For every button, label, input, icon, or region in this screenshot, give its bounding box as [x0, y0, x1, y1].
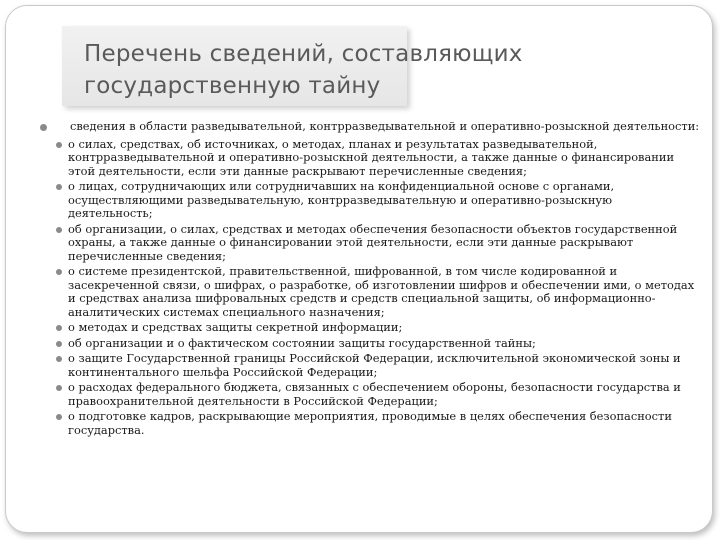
- slide-content: [40, 120, 700, 439]
- sub-bullet-item: о системе президентской, правительственной, шифрованной, в том числе кодированной и засекреченной связи, о шифрах, о разработке, об изготовлении шифров и обеспечении ими, о методах и средствах анализа шифровальных средств и средств специальной защиты, об информационно-аналитических системах специального назначения;: [54, 265, 700, 319]
- sub-bullet-list: [54, 138, 700, 438]
- sub-bullet-item: о методах и средствах защиты секретной информации;: [54, 321, 700, 335]
- main-bullet-item: [40, 120, 700, 437]
- sub-bullet-item: об организации, о силах, средствах и методах обеспечения безопасности объектов государственной охраны, а также данные о финансировании этой деятельности, если эти данные раскрывают перечисленные сведения;: [54, 223, 700, 264]
- sub-bullet-item: о силах, средствах, об источниках, о методах, планах и результатах разведывательной, контрразведывательной и оперативно-розыскной деятельности, а также данные о финансировании этой деятельности, если эти данные раскрывают перечисленные сведения;: [54, 138, 700, 179]
- sub-bullet-item: о защите Государственной границы Российской Федерации, исключительной экономической зоны и континентального шельфа Российской Федерации;: [54, 352, 700, 379]
- title-line-2: государственную тайну: [84, 73, 381, 99]
- slide-title: [84, 38, 523, 102]
- sub-bullet-item: об организации и о фактическом состоянии защиты государственной тайны;: [54, 337, 700, 351]
- slide: [5, 5, 713, 533]
- title-line-1: Перечень сведений, составляющих: [84, 41, 523, 67]
- sub-bullet-item: о расходах федерального бюджета, связанных с обеспечением обороны, безопасности государства и правоохранительной деятельности в Российской Федерации;: [54, 381, 700, 408]
- sub-bullet-item: о подготовке кадров, раскрывающие мероприятия, проводимые в целях обеспечения безопасности государства.: [54, 410, 700, 437]
- bullet-list: [40, 120, 700, 437]
- sub-bullet-item: о лицах, сотрудничающих или сотрудничавших на конфиденциальной основе с органами, осуществляющими разведывательную, контрразведывательную и оперативно-розыскную деятельность;: [54, 180, 700, 221]
- main-bullet-text: сведения в области разведывательной, контрразведывательной и оперативно-розыскной деятельности:: [70, 119, 700, 133]
